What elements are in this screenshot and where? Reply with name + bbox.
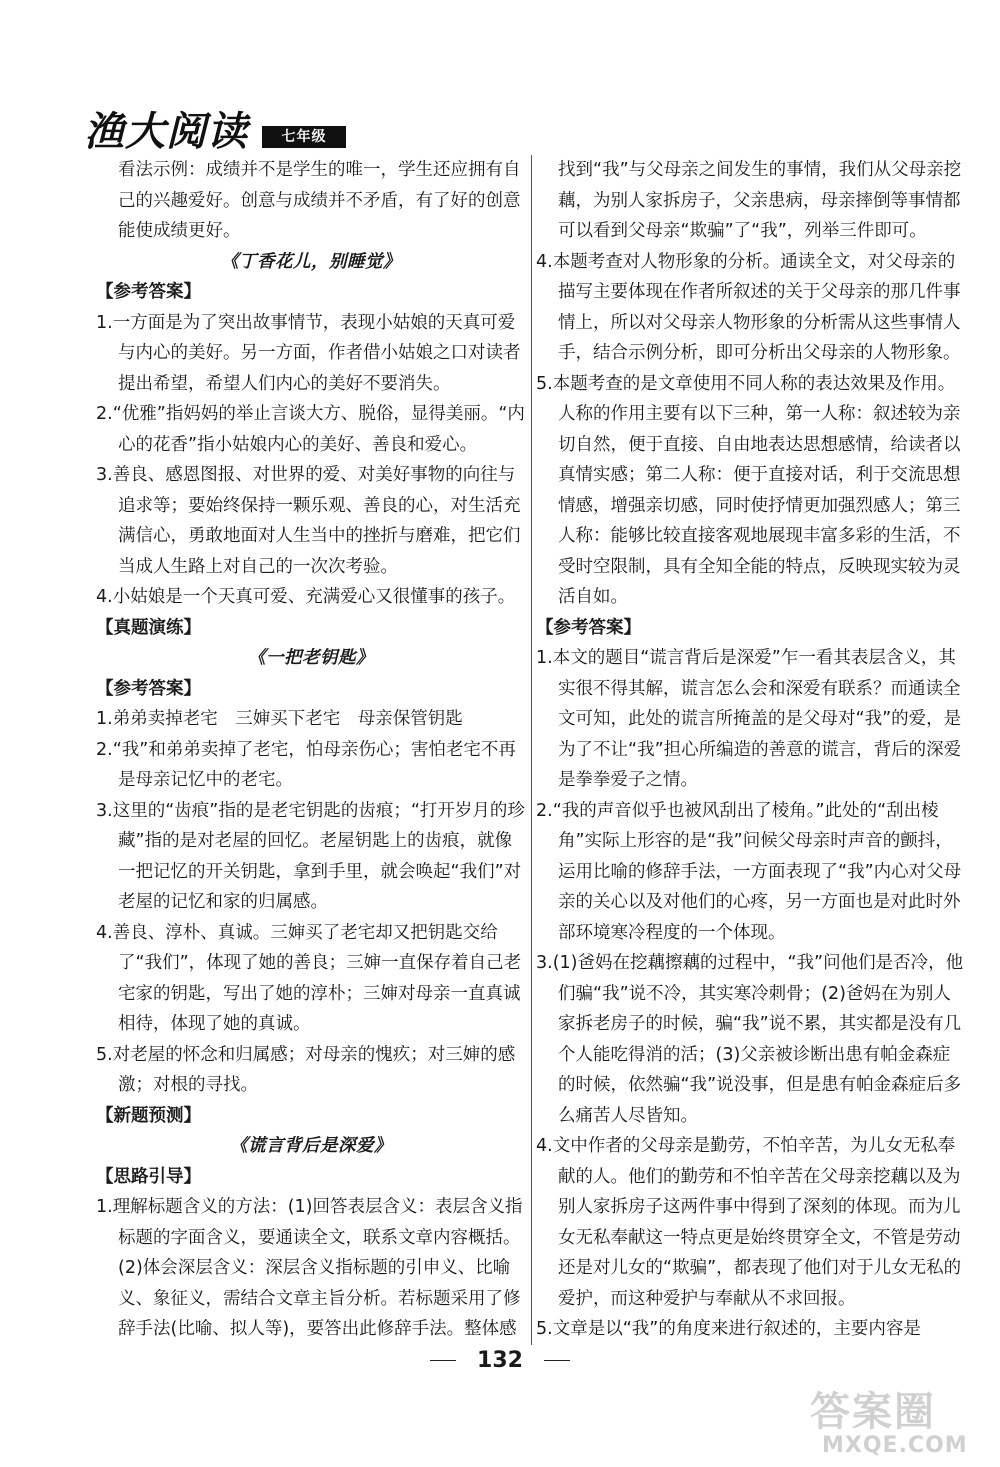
answer-label: 【参考答案】 — [536, 617, 641, 638]
answer-item: 2.“我”和弟弟卖掉了老宅，怕母亲伤心；害怕老宅不再是母亲记忆中的老宅。 — [96, 739, 516, 790]
site-watermark — [810, 1390, 980, 1458]
header-logo — [84, 100, 346, 155]
guide-continuation: 找到“我”与父母亲之间发生的事情，我们从父母亲挖藕，为别人家拆房子，父亲患病，母亲摔倒等事情都可以看到父母亲“欺骗”了“我”，列举三件即可。 — [558, 160, 962, 241]
watermark-site: MXQE.COM — [822, 1433, 968, 1458]
answer-item: 2.“我的声音似乎也被风刮出了棱角。”此处的“刮出棱角”实际上形容的是“我”问候父母亲时声音的颤抖，运用比喻的修辞手法，一方面表现了“我”内心对父母亲的关心以及对他们的心疼，另一方面也是对此时外部环境寒冷程度的一个体现。 — [536, 800, 962, 943]
answer-label: 【参考答案】 — [96, 282, 201, 302]
watermark-logo: 答案圈 — [810, 1389, 936, 1435]
answer-item: 4.善良、淳朴、真诚。三婶买了老宅却又把钥匙交给了“我们”，体现了她的善良；三婶一直保存着自己老宅家的钥匙，写出了她的淳朴；三婶对母亲一直真诚相待，体现了她的真诚。 — [96, 922, 522, 1034]
guide-item: 4.本题考查对人物形象的分析。通读全文，对父母亲的描写主要体现在作者所叙述的关于父母亲的那几件事情上，所以对父母亲人物形象的分析需从这些事情人手，结合示例分析，即可分析出父母亲的人物形象。 — [536, 251, 961, 363]
answer-item: 1.本文的题目“谎言背后是深爱”乍一看其表层含义，其实很不得其解，谎言怎么会和深爱有联系？而通读全文可知，此处的谎言所掩盖的是父母对“我”的爱，是为了不让“我”担心所编造的善意的谎言，背后的深爱是拳拳爱子之情。 — [536, 648, 962, 790]
answer-item: 5.文章是以“我”的角度来进行叙述的，主要内容是 — [536, 1319, 921, 1339]
footer-dash-left — [430, 1360, 456, 1361]
answer-item: 4.文中作者的父母亲是勤劳，不怕辛苦，为儿女无私奉献的人。他们的勤劳和不怕辛苦在父母亲挖藕以及为别人家拆房子这两件事中得到了深刻的体现。而为儿女无私奉献这一特点更是始终贯穿全文，不管是劳动还是对儿女的“欺骗”，都表现了他们对于儿女无私的爱护，而这种爱护与奉献从不求回报。 — [536, 1136, 962, 1309]
opinion-example: 看法示例：成绩并不是学生的唯一，学生还应拥有自己的兴趣爱好。创意与成绩并不矛盾，有了好的创意能使成绩更好。 — [118, 160, 521, 241]
article-title: 《谎言背后是深爱》 — [230, 1136, 392, 1156]
article-title: 《丁香花儿，别睡觉》 — [221, 251, 401, 272]
section-label: 【真题演练】 — [96, 617, 201, 638]
answer-item: 1.弟弟卖掉老宅 三婶买下老宅 母亲保管钥匙 — [96, 709, 463, 729]
brand-logo: 渔大阅读 — [84, 108, 248, 155]
answer-label: 【参考答案】 — [96, 678, 201, 699]
page-number: 132 — [477, 1348, 523, 1373]
answer-item: 3.(1)爸妈在挖藕擦藕的过程中，“我”问他们是否冷，他们骗“我”说不冷，其实寒冷刺骨；(2)爸妈在为别人家拆老房子的时候，骗“我”说不累，其实都是没有几个人能吃得消的活；(3)父亲被诊断出患有帕金森症的时候，依然骗“我”说没事，但是患有帕金森症后多么痛苦人尽皆知。 — [536, 953, 964, 1126]
column-divider — [531, 155, 532, 1345]
section-label: 【新题预测】 — [96, 1105, 201, 1126]
answer-item: 3.善良、感恩图报、对世界的爱、对美好事物的向往与追求等；要始终保持一颗乐观、善良的心，对生活充满信心，勇敢地面对人生当中的挫折与磨难，把它们当成人生路上对自己的一次次考验。 — [96, 465, 521, 577]
right-column — [536, 155, 964, 1345]
left-column — [96, 155, 526, 1345]
answer-item: 1.一方面是为了突出故事情节，表现小姑娘的天真可爱与内心的美好。另一方面，作者借小姑娘之口对读者提出希望，希望人们内心的美好不要消失。 — [96, 312, 521, 394]
guide-label: 【思路引导】 — [96, 1166, 201, 1187]
guide-item: 1.理解标题含义的方法：(1)回答表层含义：表层含义指标题的字面含义，要通读全文，联系文章内容概括。(2)体会深层含义：深层含义指标题的引申义、比喻义、象征义，需结合文章主旨分析。若标题采用了修辞手法(比喻、拟人等)，要答出此修辞手法。整体感 — [96, 1197, 523, 1339]
answer-item: 3.这里的“齿痕”指的是老宅钥匙的齿痕；“打开岁月的珍藏”指的是对老屋的回忆。老屋钥匙上的齿痕，就像一把记忆的开关钥匙，拿到手里，就会唤起“我们”对老屋的记忆和家的归属感。 — [96, 800, 525, 912]
article-title: 《一把老钥匙》 — [248, 648, 374, 668]
grade-tag: 七年级 — [262, 126, 346, 148]
guide-item: 5.本题考查的是文章使用不同人称的表达效果及作用。人称的作用主要有以下三种，第一人称：叙述较为亲切自然，便于直接、自由地表达思想感情，给读者以真情实感；第二人称：便于直接对话，利于交流思想情感，增强亲切感，同时使抒情更加强烈感人；第三人称：能够比较直接客观地展现丰富多彩的生活，不受时空限制，具有全知全能的特点，反映现实较为灵活自如。 — [536, 373, 961, 607]
answer-item: 5.对老屋的怀念和归属感；对母亲的愧疚；对三婶的感激；对根的寻找。 — [96, 1044, 516, 1095]
answer-item: 2.“优雅”指妈妈的举止言谈大方、脱俗，显得美丽。“内心的花香”指小姑娘内心的美好、善良和爱心。 — [96, 404, 525, 455]
footer-dash-right — [544, 1360, 570, 1361]
answer-item: 4.小姑娘是一个天真可爱、充满爱心又很懂事的孩子。 — [96, 587, 516, 607]
